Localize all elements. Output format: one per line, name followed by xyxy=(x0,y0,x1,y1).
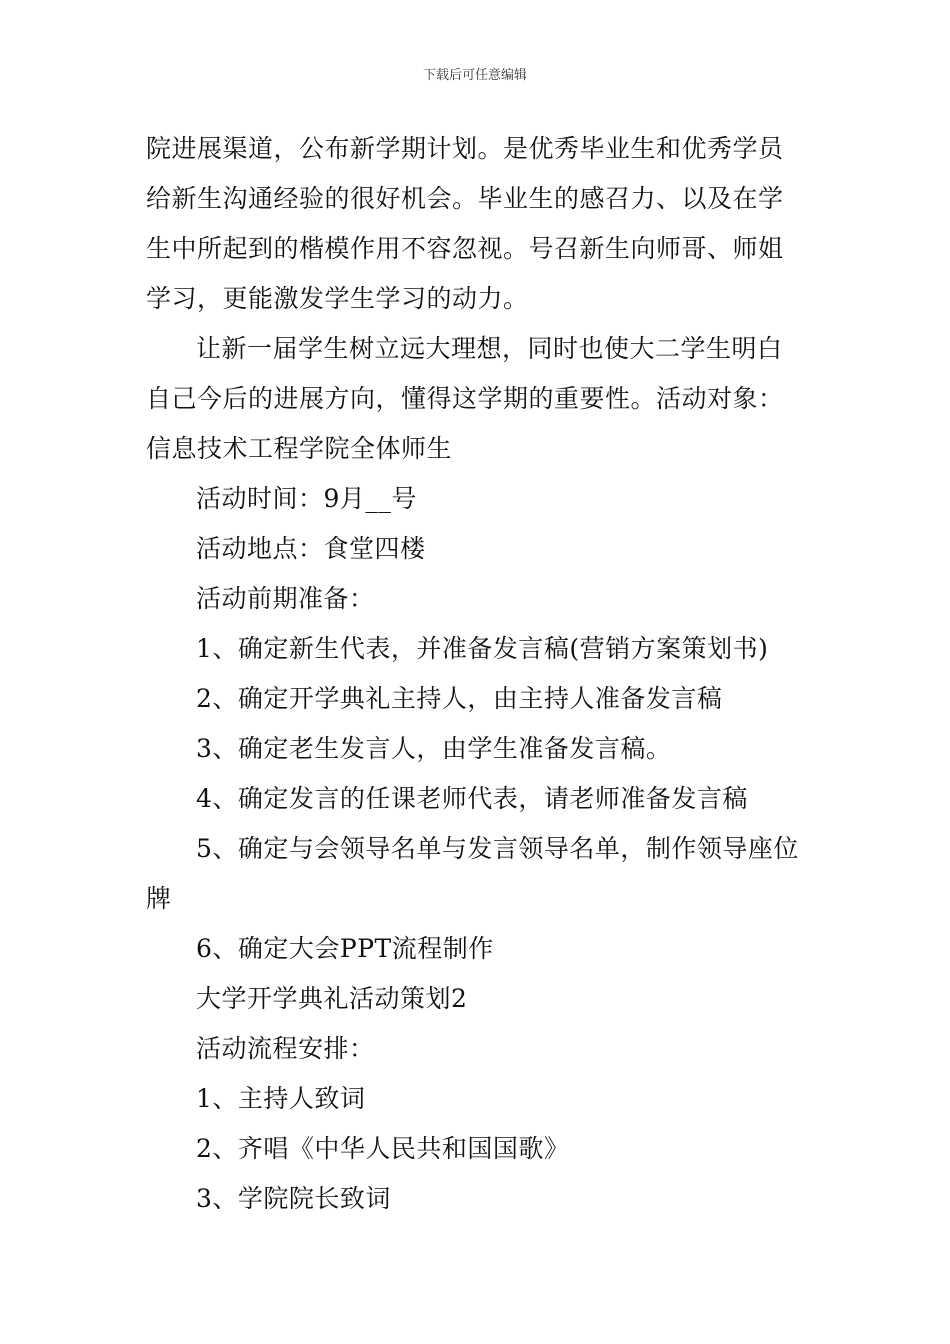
section-heading: 活动流程安排： xyxy=(196,1034,375,1063)
paragraph-line: 让新一届学生树立远大理想，同时也使大二学生明白 xyxy=(196,334,783,363)
paragraph-line: 信息技术工程学院全体师生 xyxy=(146,434,453,463)
section-heading: 活动前期准备： xyxy=(196,584,375,613)
list-item: 3、确定老生发言人，由学生准备发言稿。 xyxy=(196,734,672,763)
paragraph-line: 生中所起到的楷模作用不容忽视。号召新生向师哥、师姐 xyxy=(146,234,784,263)
list-item: 5、确定与会领导名单与发言领导名单，制作领导座位 xyxy=(196,834,799,863)
list-item: 2、齐唱《中华人民共和国国歌》 xyxy=(196,1134,570,1163)
list-item: 6、确定大会PPT流程制作 xyxy=(196,934,494,963)
paragraph-line: 学习，更能激发学生学习的动力。 xyxy=(146,284,529,313)
paragraph-line: 院进展渠道，公布新学期计划。是优秀毕业生和优秀学员 xyxy=(146,134,784,163)
activity-location: 活动地点：食堂四楼 xyxy=(196,534,426,563)
page-header: 下载后可任意编辑 xyxy=(422,68,527,83)
activity-time: 活动时间：9月__号 xyxy=(196,484,417,513)
paragraph-line: 自己今后的进展方向，懂得这学期的重要性。活动对象： xyxy=(146,384,784,413)
list-item: 2、确定开学典礼主持人，由主持人准备发言稿 xyxy=(196,684,723,713)
paragraph-line: 给新生沟通经验的很好机会。毕业生的感召力、以及在学 xyxy=(146,184,784,213)
section-title: 大学开学典礼活动策划2 xyxy=(196,984,468,1013)
list-item: 4、确定发言的任课老师代表，请老师准备发言稿 xyxy=(196,784,748,813)
list-item: 1、主持人致词 xyxy=(196,1084,366,1113)
list-item: 3、学院院长致词 xyxy=(196,1184,391,1213)
list-item: 1、确定新生代表，并准备发言稿(营销方案策划书) xyxy=(196,634,769,663)
list-item-continuation: 牌 xyxy=(146,884,172,913)
